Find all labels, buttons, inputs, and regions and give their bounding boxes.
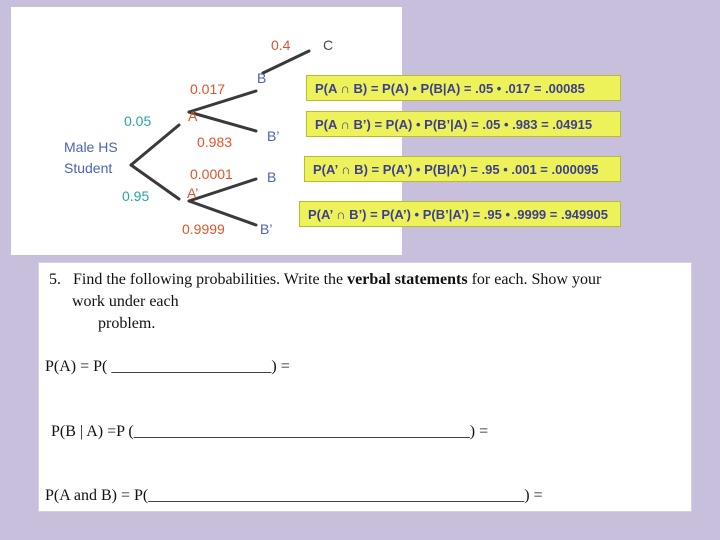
problem-instruction [49,271,601,289]
problem-number: 5. [49,271,61,288]
root-label-line2: Student [64,160,113,176]
result-box-A-and-B: P(A ∩ B) = P(A) • P(B|A) = .05 • .017 = .00085 [306,75,621,101]
instruction-part1: Find the following probabilities. Write the [73,271,348,288]
instruction-part2: for each. Show your [467,271,602,288]
leaf-C-label: C [323,37,334,53]
prob-Bprime-given-Aprime: 0.9999 [182,221,225,237]
node-A: A [188,108,198,124]
result-box-Aprime-and-Bprime: P(A’ ∩ B’) = P(A’) • P(B’|A’) = .95 • .9999 = .949905 [299,201,621,227]
question-P-A: P(A) = P( ____________________) = [45,358,290,375]
problem-card [38,262,692,512]
prob-B-given-A: 0.017 [190,81,226,97]
prob-Bprime-given-A: 0.983 [197,134,233,150]
instruction-line3: problem. [98,315,156,332]
question-P-B-given-A: P(B | A) =P (__________________________________________) = [51,423,489,440]
branch-root-to-A [131,125,179,165]
leaf-Bprime-lower: B’ [260,221,273,237]
instruction-bold: verbal statements [347,271,468,288]
result-box-Aprime-and-B: P(A’ ∩ B) = P(A’) • P(B|A’) = .95 • .001 = .000095 [304,156,621,182]
prob-B-given-Aprime: 0.0001 [190,166,233,182]
node-Aprime: A’ [187,185,199,201]
prob-Aprime: 0.95 [122,188,150,204]
branch-A-to-Bprime [189,112,256,131]
root-label-line1: Male HS [64,139,118,155]
prob-A: 0.05 [124,113,152,129]
result-box-A-and-Bprime: P(A ∩ B’) = P(A) • P(B’|A) = .05 • .983 = .04915 [306,111,621,137]
partial-prob-label: 0.4 [271,37,291,53]
leaf-B-lower: B [267,169,277,185]
branch-B-to-C [263,51,309,73]
instruction-line2: work under each [72,293,179,310]
branch-Aprime-to-B [189,179,256,201]
leaf-Bprime-upper: B’ [267,128,280,144]
leaf-B-upper: B [257,70,267,86]
question-P-A-and-B: P(A and B) = P(_______________________________________________) = [45,487,543,504]
